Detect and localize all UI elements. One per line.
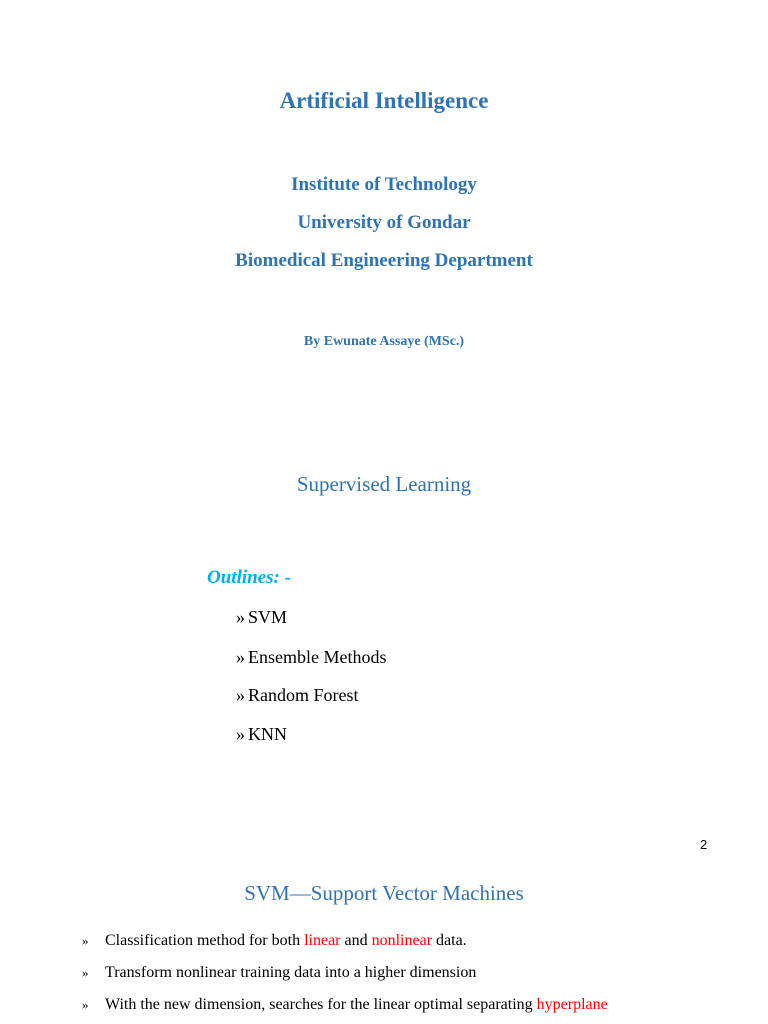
topic-subtitle: Supervised Learning	[296, 472, 472, 496]
outline-item-ensemble-methods	[236, 647, 386, 668]
outline-item-label: Random Forest	[248, 685, 359, 705]
svm-bullet-classification	[82, 932, 467, 950]
outline-bullet-icon: »	[236, 647, 245, 667]
page-number: 2	[700, 837, 708, 852]
bullet-text: With the new dimension, searches for the linear optimal separating	[105, 996, 537, 1013]
institute-name: Institute of Technology	[291, 174, 477, 195]
svm-section-heading: SVM—Support Vector Machines	[244, 881, 524, 905]
svm-bullet-transform	[82, 964, 476, 982]
university-name: University of Gondar	[297, 212, 471, 233]
outline-item-label: KNN	[248, 724, 287, 744]
highlight-nonlinear: nonlinear	[371, 932, 433, 949]
bullet-icon: »	[82, 933, 89, 948]
svm-bullet-hyperplane	[82, 996, 608, 1014]
bullet-text: Transform nonlinear training data into a higher dimension	[105, 964, 477, 981]
bullet-text: data.	[432, 932, 467, 949]
outline-item-svm	[236, 607, 287, 628]
outline-bullet-icon: »	[236, 607, 245, 627]
outline-item-label: Ensemble Methods	[248, 647, 387, 667]
bullet-text: Classification method for both	[105, 932, 305, 949]
outline-item-label: SVM	[248, 607, 288, 627]
document-title: Artificial Intelligence	[279, 88, 489, 113]
outline-bullet-icon: »	[236, 724, 245, 744]
bullet-text: and	[340, 932, 372, 949]
outline-item-random-forest	[236, 685, 359, 706]
outline-item-knn	[236, 724, 287, 745]
highlight-hyperplane: hyperplane	[536, 996, 608, 1013]
outlines-label: Outlines: -	[207, 567, 291, 588]
outline-bullet-icon: »	[236, 685, 245, 705]
bullet-icon: »	[82, 997, 89, 1012]
author-line: By Ewunate Assaye (MSc.)	[303, 334, 465, 349]
department-name: Biomedical Engineering Department	[235, 250, 533, 271]
highlight-linear: linear	[304, 932, 341, 949]
bullet-icon: »	[82, 965, 89, 980]
